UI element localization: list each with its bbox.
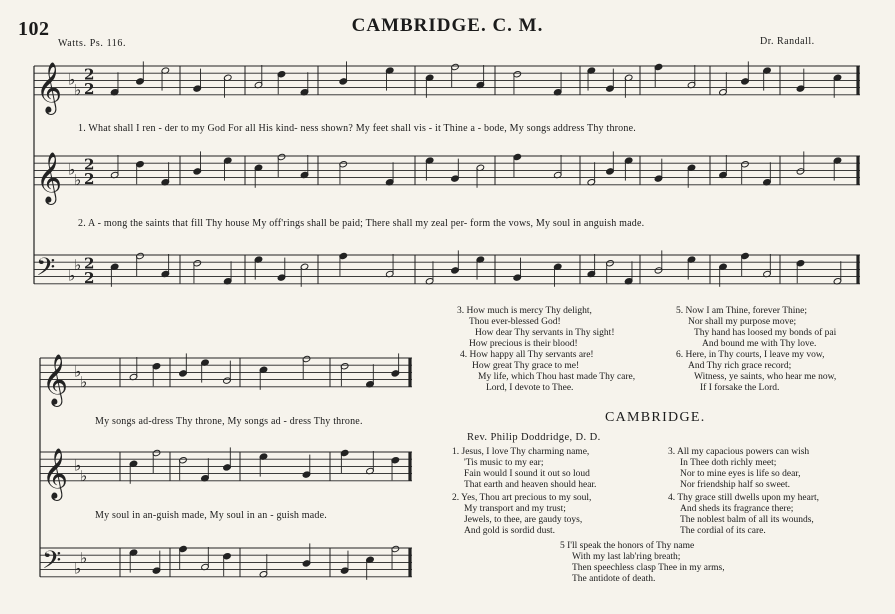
verse-line: 3. All my capacious powers can wish [668,447,810,457]
verse-line: 2. Yes, Thou art precious to my soul, [452,493,592,503]
flat-sign: ♭ [68,160,76,179]
verse-line: How dear Thy servants in Thy sight! [475,328,615,338]
flat-sign: ♭ [80,467,88,486]
verse-line: Nor friendship half so sweet. [680,480,791,490]
page-number: 102 [18,18,50,40]
hymn2-verse-1 [452,447,596,491]
verse-line: 4. How happy all Thy servants are! [460,350,594,360]
time-signature: 2 [84,268,95,287]
flat-sign: ♭ [80,373,88,392]
treble-clef: 𝄞 [42,447,69,499]
flat-sign: ♭ [68,266,76,285]
verse-line: My transport and my trust; [464,504,566,514]
verse-line: How precious is their blood! [469,339,578,349]
treble-clef: 𝄞 [42,353,69,405]
flat-sign: ♭ [74,81,82,100]
treble-clef: 𝄞 [36,61,63,113]
verse-line: 3. How much is mercy Thy delight, [457,306,592,316]
time-signature: 2 [84,79,95,98]
flat-sign: ♭ [74,255,82,274]
verse-line: And bound me with Thy love. [702,339,817,349]
flat-sign: ♭ [74,559,82,578]
verse-line: How great Thy grace to me! [472,361,580,371]
verse-line: And gold is sordid dust. [464,526,556,536]
verse-line: The cordial of its care. [680,526,766,536]
words-credit: Watts. Ps. 116. [58,38,127,49]
hymn-title: CAMBRIDGE. C. M. [351,15,544,36]
time-signature: 2 [84,169,95,188]
verse-line: 4. Thy grace still dwells upon my heart, [668,493,820,503]
verse-5 [676,306,836,350]
flat-sign: ♭ [80,548,88,567]
verse-line: The noblest balm of all its wounds, [680,515,814,525]
verse-line: That earth and heaven should hear. [464,480,597,490]
verse-line: 5 I'll speak the honors of Thy name [560,541,695,551]
verse-6 [676,350,836,394]
hymn2-verse-3 [668,447,809,491]
verse-line: If I forsake the Lord. [700,383,780,393]
verse-line: Nor to mine eyes is life so dear, [680,469,801,479]
verse-line: My life, which Thou hast made Thy care, [478,372,636,382]
hymn2-author: Rev. Philip Doddridge, D. D. [467,432,601,443]
verse-line: 6. Here, in Thy courts, I leave my vow, [676,350,825,360]
verse-line: And Thy rich grace record; [688,361,792,371]
flat-sign: ♭ [74,171,82,190]
time-signature: 2 [84,254,95,273]
verse-3 [457,306,615,350]
verse-line: The antidote of death. [572,574,656,584]
verse-line: In Thee doth richly meet; [680,458,777,468]
lyric-line-1: 1. What shall I ren - der to my God For all His kind- ness shown? My feet shall vis - it Thine a - bode, My songs address Thy throne. [78,123,636,134]
verse-4 [460,350,635,394]
verse-line: 1. Jesus, I love Thy charming name, [452,447,590,457]
verse-line: Nor shall my purpose move; [688,317,797,327]
lyric-line-4: My soul in an-guish made, My soul in an - guish made. [95,510,327,521]
hymn2-verse-5 [560,541,725,585]
verse-line: 'Tis music to my ear; [464,458,544,468]
verse-line: 5. Now I am Thine, forever Thine; [676,306,808,316]
verse-line: Lord, I devote to Thee. [486,383,574,393]
verse-line: Witness, ye saints, who hear me now, [694,372,837,382]
verse-line: And sheds its fragrance there; [680,504,794,514]
music-credit: Dr. Randall. [760,36,815,47]
bass-clef: 𝄢 [42,545,62,581]
treble-clef: 𝄞 [36,151,63,203]
time-signature: 2 [84,65,95,84]
bass-clef: 𝄢 [36,252,56,288]
lyric-line-2: 2. A - mong the saints that fill Thy house My off'rings shall be paid; There shall my zeal per- form the vows, My soul in anguish made. [78,218,645,229]
hymn2-verse-2 [452,493,591,537]
hymn2-verse-4 [668,493,819,537]
verse-line: Fain would I sound it out so loud [464,469,590,479]
hymn2-title: CAMBRIDGE. [605,410,706,425]
flat-sign: ♭ [68,70,76,89]
verse-line: Then speechless clasp Thee in my arms, [572,563,725,573]
time-signature: 2 [84,155,95,174]
lyric-line-3: My songs ad-dress Thy throne, My songs ad - dress Thy throne. [95,416,363,427]
verse-line: Thou ever-blessed God! [469,317,561,327]
verse-line: Jewels, to thee, are gaudy toys, [464,515,583,525]
verse-line: With my last lab'ring breath; [572,552,681,562]
verse-line: Thy hand has loosed my bonds of pai [694,328,837,338]
flat-sign: ♭ [74,456,82,475]
flat-sign: ♭ [74,362,82,381]
